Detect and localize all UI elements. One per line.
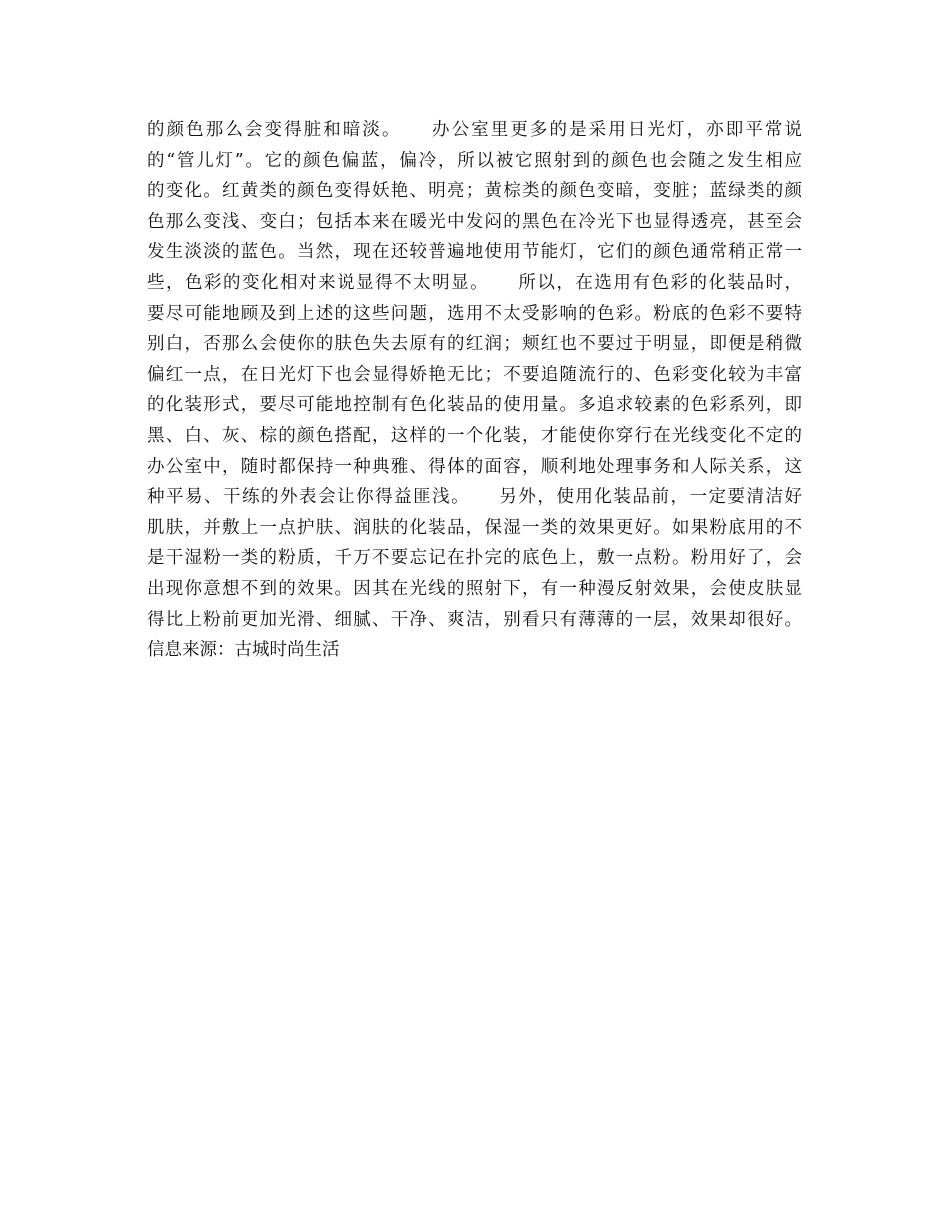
text-line: 别白，否那么会使你的肤色失去原有的红润；颊红也不要过于明显，即便是稍微 [147, 334, 802, 355]
text-line: 种平易、干练的外表会让你得益匪浅。 另外，使用化装品前，一定要清洁好 [147, 487, 802, 508]
text-line: 的“管儿灯”。它的颜色偏蓝，偏冷，所以被它照射到的颜色也会随之发生相应 [147, 150, 802, 171]
text-line: 发生淡淡的蓝色。当然，现在还较普遍地使用节能灯，它们的颜色通常稍正常一 [147, 242, 802, 263]
text-line: 的化装形式，要尽可能地控制有色化装品的使用量。多追求较素的色彩系列，即 [147, 395, 802, 416]
text-line: 的变化。红黄类的颜色变得妖艳、明亮；黄棕类的颜色变暗，变脏；蓝绿类的颜 [147, 181, 802, 202]
text-line: 得比上粉前更加光滑、细腻、干净、爽洁，别看只有薄薄的一层，效果却很好。 [147, 609, 802, 630]
source-line: 信息来源：古城时尚生活 [147, 640, 340, 661]
text-line: 肌肤，并敷上一点护肤、润肤的化装品，保湿一类的效果更好。如果粉底用的不 [147, 517, 802, 538]
text-line: 偏红一点，在日光灯下也会显得娇艳无比；不要追随流行的、色彩变化较为丰富 [147, 364, 802, 385]
text-line: 是干湿粉一类的粉质，千万不要忘记在扑完的底色上，敷一点粉。粉用好了，会 [147, 548, 802, 569]
text-line: 出现你意想不到的效果。因其在光线的照射下，有一种漫反射效果，会使皮肤显 [147, 578, 802, 599]
text-line: 要尽可能地顾及到上述的这些问题，选用不太受影响的色彩。粉底的色彩不要特 [147, 303, 802, 324]
text-line: 色那么变浅、变白；包括本来在暖光中发闷的黑色在冷光下也显得透亮，甚至会 [147, 211, 802, 232]
article-body [147, 115, 802, 666]
text-line: 的颜色那么会变得脏和暗淡。 办公室里更多的是采用日光灯，亦即平常说 [147, 120, 802, 140]
text-line: 些，色彩的变化相对来说显得不太明显。 所以，在选用有色彩的化装品时， [147, 272, 802, 293]
text-line: 办公室中，随时都保持一种典雅、得体的面容，顺利地处理事务和人际关系，这 [147, 456, 802, 477]
text-line: 黑、白、灰、棕的颜色搭配，这样的一个化装，才能使你穿行在光线变化不定的 [147, 425, 802, 446]
